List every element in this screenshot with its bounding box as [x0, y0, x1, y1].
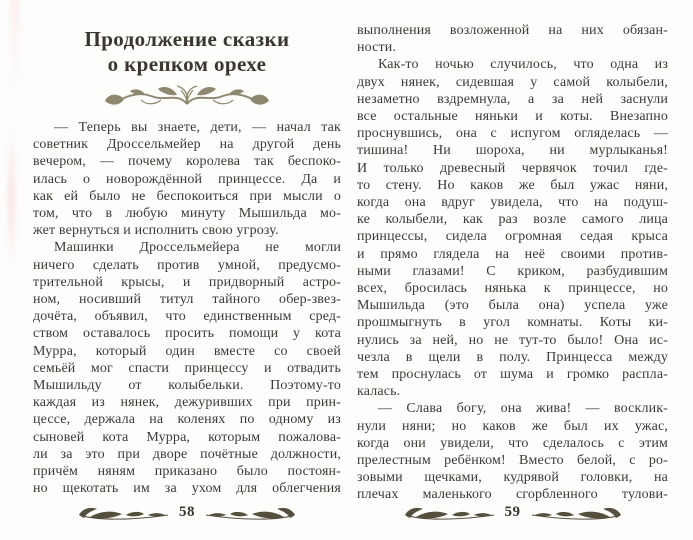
- text-line: ности.: [357, 40, 397, 56]
- text-line: трительной крысы, и придворный астро-: [33, 274, 341, 290]
- text-line: незаметно вздремнула, а за ней заснули: [357, 91, 668, 107]
- text-line: чезла в щели в полу. Принцесса между: [357, 349, 668, 365]
- text-line: калась.: [357, 384, 401, 400]
- right-page-footer: [357, 502, 668, 526]
- text-line: всех, бросилась нянька к принцессе, но: [357, 281, 668, 297]
- text-line: выполнения возложенной на них обязан-: [357, 23, 668, 38]
- text-line: сыновей кота Мурра, которым пожалова-: [33, 429, 341, 445]
- text-line: Как-то ночью случилось, что одна из: [378, 57, 668, 73]
- text-line: И только древесный червячок точил где-: [357, 160, 668, 176]
- text-line: — Слава богу, она жива! — восклик-: [378, 401, 668, 417]
- text-line: том, что в любую минуту Мышильда мо-: [33, 206, 341, 222]
- paragraph: [33, 119, 341, 239]
- text-line: принцессы, сидела огромная седая крыса: [357, 229, 668, 245]
- text-line: нулись за ней, но не тут-то было! Она ис-: [357, 332, 668, 348]
- text-line: нули няни; но каков же был их ужас,: [357, 418, 668, 434]
- text-line: семьёй мог спасти принцессу и отвадить: [33, 360, 341, 376]
- text-line: дочёта, объявил, что единственным сред-: [33, 309, 341, 325]
- scan-artifact: [10, 0, 19, 90]
- text-line: зовыми щечками, кудрявой головки, на: [357, 470, 668, 486]
- text-line: прошмыгнуть в угол комнаты. Коты ки-: [357, 315, 668, 331]
- text-line: Мурра, который один вместе со своей: [33, 343, 341, 359]
- page-title: [33, 27, 341, 77]
- text-line: прелестным ребёнком! Вместо белой, с ро-: [357, 453, 668, 469]
- text-line: Машинки Дроссельмейера не могли: [54, 240, 341, 256]
- left-page: [33, 0, 341, 540]
- text-line: жет вернуться и исполнить свою угрозу.: [33, 223, 279, 239]
- left-page-text: [33, 119, 341, 497]
- text-line: ством оставалось просить помощи у кота: [33, 326, 341, 342]
- right-page-text: [357, 22, 668, 504]
- title-line: Продолжение сказки: [84, 27, 290, 51]
- text-line: проснувшись, она с испугом огляделась —: [357, 126, 668, 142]
- right-page: [357, 0, 668, 540]
- text-line: как ей было не беспокоиться при мысли о: [33, 188, 341, 204]
- text-line: тем проснулась от шума и громко распла-: [357, 367, 668, 383]
- footer-flourish-icon: [204, 506, 296, 523]
- text-line: советник Дроссельмейер на другой день: [33, 137, 341, 153]
- text-line: то стену. Но каков же был ужас няни,: [357, 177, 668, 193]
- text-line: двух нянек, сидевшая у самой колыбели,: [357, 74, 668, 90]
- footer-flourish-icon: [78, 506, 170, 523]
- page-number: 59: [504, 503, 521, 520]
- text-line: причём няням приказано было постоян-: [33, 464, 341, 480]
- text-line: каждая из нянек, дежуривших при прин-: [33, 395, 341, 411]
- text-line: ничего сделать против умной, предусмо-: [33, 257, 341, 273]
- footer-flourish-icon: [404, 506, 496, 523]
- page-number: 58: [179, 503, 195, 520]
- text-line: ке колыбели, как раз возле самого лица: [357, 212, 668, 228]
- text-line: но щекотать им за ухом для облегчения: [33, 481, 341, 497]
- text-line: ными глазами! С криком, разбудившим: [357, 263, 668, 279]
- text-line: тишина! Ни шороха, ни мурлыканья!: [357, 143, 668, 159]
- title-line: о крепком орехе: [107, 52, 267, 76]
- text-line: илась о новорождённой принцессе. Да и: [33, 171, 341, 187]
- paragraph: [357, 22, 668, 56]
- text-line: ном, носивший титул тайного обер-звез-: [33, 292, 341, 308]
- text-line: Мышильда (это была она) успела уже: [357, 298, 668, 314]
- text-line: когда они увидели, что сделалось с этим: [357, 435, 668, 451]
- text-line: плечах маленького сгорбленного тулови-: [357, 487, 668, 503]
- text-line: когда она вдруг увидела, что на подуш-: [357, 195, 668, 211]
- paragraph: [357, 400, 668, 503]
- floral-ornament-icon: [101, 80, 273, 116]
- text-line: и прямо глядела на неё своими против-: [357, 246, 668, 262]
- left-page-footer: [33, 502, 341, 526]
- text-line: — Теперь вы знаете, дети, — начал так: [54, 120, 341, 135]
- text-line: Мышильду от колыбельки. Поэтому-то: [33, 378, 341, 394]
- text-line: ли за это при дворе почётные должности,: [33, 446, 341, 462]
- text-line: вечером, — почему королева так беспоко-: [33, 154, 341, 170]
- text-line: все остальные няньки и коты. Внезапно: [357, 109, 668, 125]
- footer-flourish-icon: [530, 506, 622, 523]
- text-line: цессе, держала на коленях по одному из: [33, 412, 341, 428]
- paragraph: [357, 56, 668, 400]
- scan-artifact: [5, 126, 18, 271]
- paragraph: [33, 239, 341, 497]
